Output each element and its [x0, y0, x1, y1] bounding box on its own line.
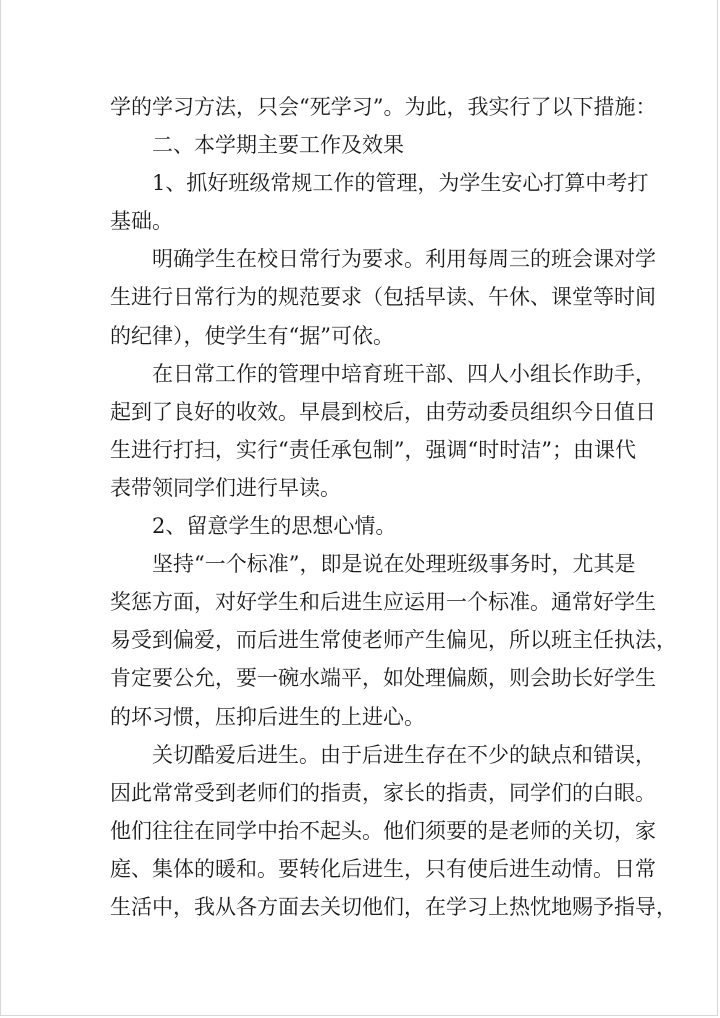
- text-line: 学的学习方法，只会“死学习”。为此，我实行了以下措施：: [110, 95, 657, 119]
- text-line: 2、留意学生的思想心情。: [152, 514, 397, 539]
- text-line: 明确学生在校日常行为要求。利用每周三的班会课对学: [152, 247, 656, 272]
- text-line: 易受到偏爱，而后进生常使老师产生偏见，所以班主任执法，: [110, 628, 677, 653]
- text-line: 庭、集体的暖和。要转化后进生，只有使后进生动情。日常: [110, 856, 656, 881]
- text-line: 生活中，我从各方面去关切他们，在学习上热忱地赐予指导，: [110, 894, 677, 919]
- text-line: 在日常工作的管理中培育班干部、四人小组长作助手，: [152, 361, 656, 386]
- text-line: 关切酷爱后进生。由于后进生存在不少的缺点和错误，: [152, 742, 656, 767]
- text-line: 表带领同学们进行早读。: [110, 475, 341, 500]
- text-line: 起到了良好的收效。早晨到校后，由劳动委员组织今日值日: [110, 399, 656, 424]
- text-line: 肯定要公允，要一碗水端平，如处理偏颇，则会助长好学生: [110, 666, 656, 691]
- text-line: 因此常常受到老师们的指责，家长的指责，同学们的白眼。: [110, 780, 656, 805]
- text-line: 二、本学期主要工作及效果: [152, 133, 404, 158]
- text-line: 生进行日常行为的规范要求（包括早读、午休、课堂等时间: [110, 285, 656, 310]
- text-line: 生进行打扫，实行“责任承包制”，强调“时时洁”；由课代: [110, 437, 636, 462]
- text-line: 的坏习惯，压抑后进生的上进心。: [110, 704, 425, 729]
- text-line: 坚持“一个标准”，即是说在处理班级事务时，尤其是: [152, 552, 636, 577]
- text-line: 的纪律），使学生有“据”可依。: [110, 323, 394, 348]
- text-line: 他们往往在同学中抬不起头。他们须要的是老师的关切，家: [110, 818, 656, 843]
- text-line: 1、抓好班级常规工作的管理，为学生安心打算中考打: [152, 171, 649, 196]
- text-line: 基础。: [110, 209, 173, 234]
- text-line: 奖惩方面，对好学生和后进生应运用一个标准。通常好学生: [110, 590, 656, 615]
- document-body: [110, 88, 677, 926]
